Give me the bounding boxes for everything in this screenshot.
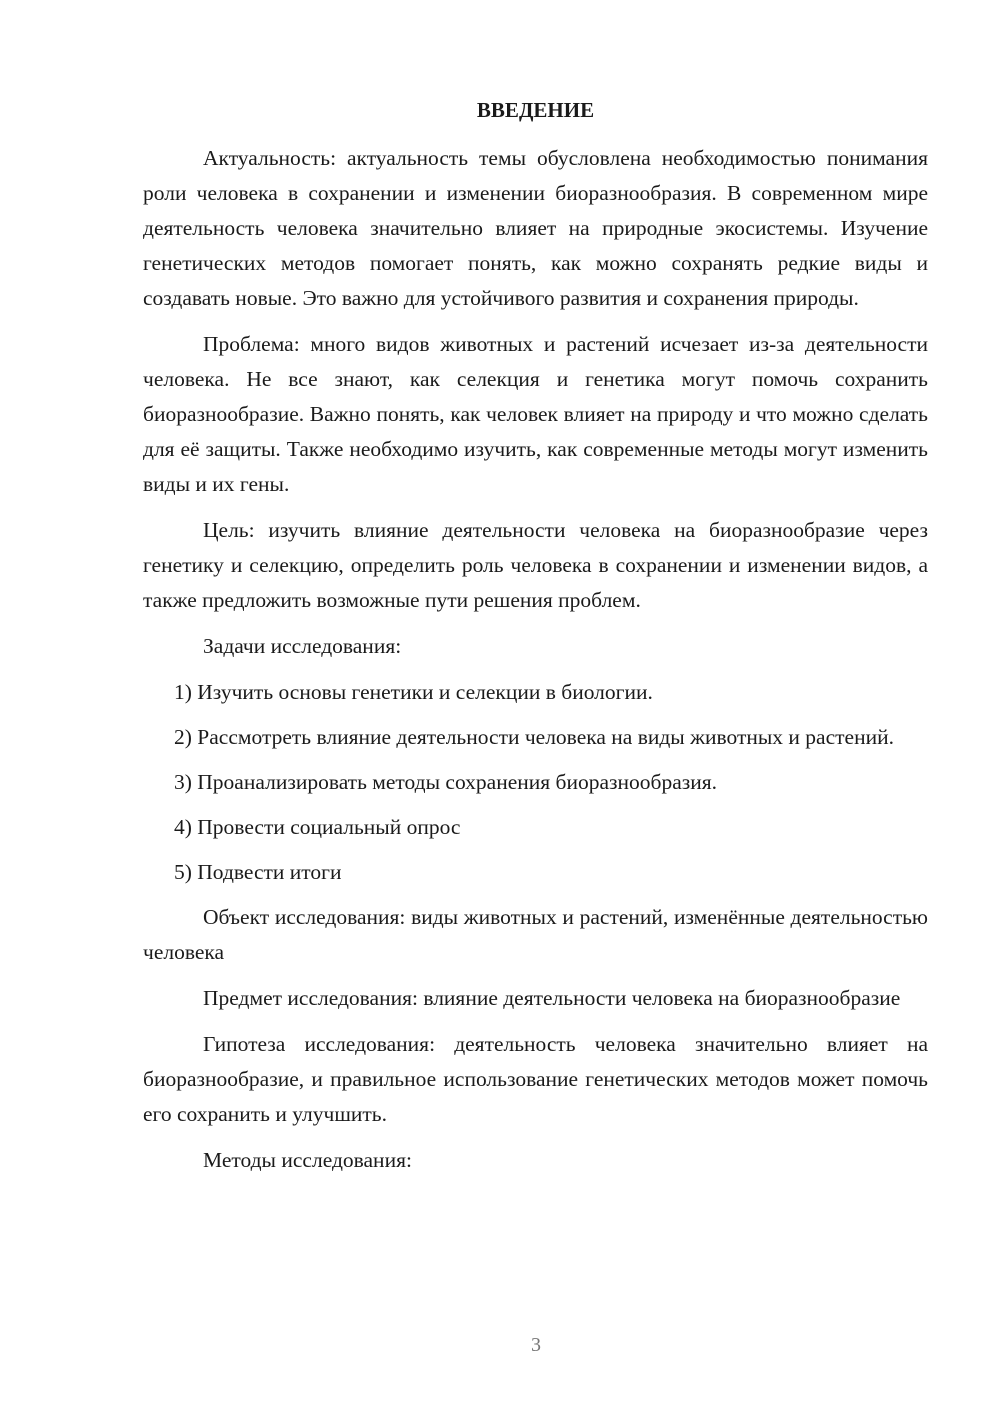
page-content [143, 95, 928, 1189]
page-title: ВВЕДЕНИЕ [476, 98, 595, 122]
task-item-4: 4) Провести социальный опрос [174, 815, 461, 839]
task-item-5: 5) Подвести итоги [174, 860, 342, 884]
task-item-3: 3) Проанализировать методы сохранения биоразнообразия. [174, 770, 718, 794]
problem-paragraph: Проблема: много видов животных и растений исчезает из-за деятельности человека. Не все знают, как селекция и генетика могут помочь сохранить биоразнообразие. Важно понять, как человек влияет на природу и что можно сделать для её защиты. Также необходимо изучить, как современные методы могут изменить виды и их гены. [143, 332, 928, 496]
tasks-title: Задачи исследования: [203, 634, 402, 658]
goal-paragraph: Цель: изучить влияние деятельности человека на биоразнообразие через генетику и селекцию, определить роль человека в сохранении и изменении видов, а также предложить возможные пути решения проблем. [143, 518, 928, 612]
object-paragraph: Объект исследования: виды животных и растений, изменённые деятельностью человека [143, 905, 928, 964]
subject-paragraph: Предмет исследования: влияние деятельности человека на биоразнообразие [203, 986, 901, 1010]
relevance-paragraph: Актуальность: актуальность темы обусловлена необходимостью понимания роли человека в сохранении и изменении биоразнообразия. В современном мире деятельность человека значительно влияет на природные экосистемы. Изучение генетических методов помогает понять, как можно сохранять редкие виды и создавать новые. Это важно для устойчивого развития и сохранения природы. [143, 146, 928, 310]
task-item-1: 1) Изучить основы генетики и селекции в биологии. [174, 680, 653, 704]
page-number: 3 [531, 1334, 541, 1356]
methods-title: Методы исследования: [203, 1148, 412, 1172]
task-item-2: 2) Рассмотреть влияние деятельности человека на виды животных и растений. [174, 725, 894, 749]
hypothesis-paragraph: Гипотеза исследования: деятельность человека значительно влияет на биоразнообразие, и правильное использование генетических методов может помочь его сохранить и улучшить. [143, 1032, 928, 1126]
